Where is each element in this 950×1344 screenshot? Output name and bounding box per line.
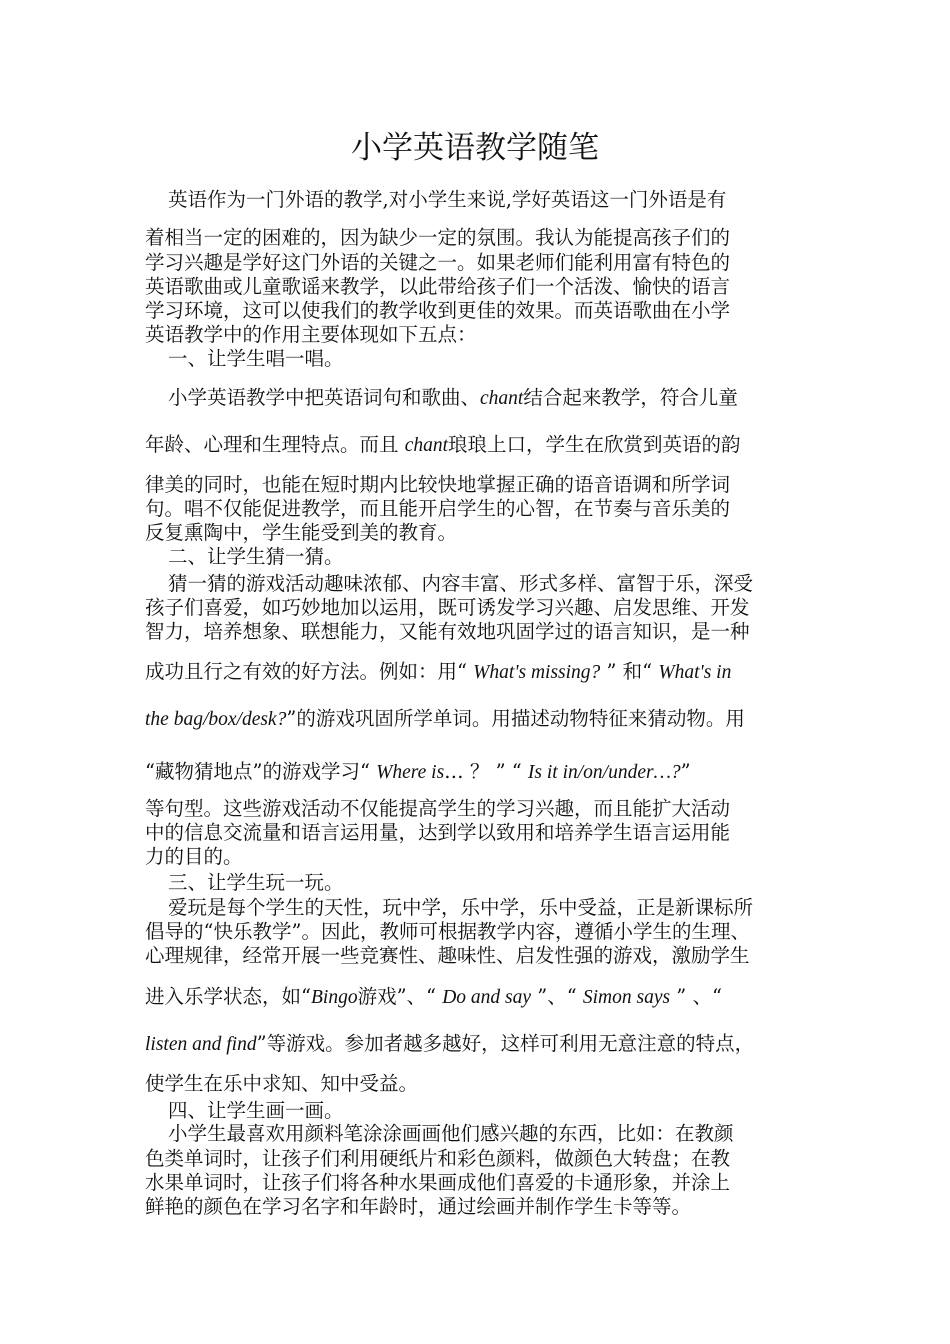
text-line <box>145 660 731 685</box>
english-phrase: What's in <box>658 662 732 683</box>
text-segment: 智力，培养想象、联想能力，又能有效地巩固学过的语言知识，是一种 <box>145 620 750 643</box>
text-line <box>145 1072 418 1096</box>
text-segment: 着相当一定的困难的，因为缺少一定的氛围。我认为能提高孩子们的 <box>145 226 731 249</box>
english-phrase: Simon says <box>582 987 671 1008</box>
text-segment: 力的目的。 <box>145 845 243 868</box>
text-segment: 进入乐学状态，如“ <box>145 985 311 1008</box>
english-phrase: Do and say <box>442 987 532 1008</box>
text-segment: 小学生最喜欢用颜料笔涂涂画画他们感兴趣的东西，比如：在教颜 <box>168 1122 734 1145</box>
text-segment: 孩子们喜爱，如巧妙地加以运用，既可诱发学习兴趣、启发思维、开发 <box>145 596 750 619</box>
text-segment: 水果单词时，让孩子们将各种水果画成他们喜爱的卡通形象，并涂上 <box>145 1171 731 1194</box>
text-line <box>145 797 730 821</box>
english-phrase: the bag/box/desk? <box>145 709 287 730</box>
text-line <box>168 347 344 371</box>
english-phrase: chant <box>480 388 524 409</box>
text-line <box>145 433 741 458</box>
text-line <box>145 521 457 545</box>
english-phrase: Is it in/on/under…? <box>527 762 681 783</box>
text-line <box>145 1032 754 1057</box>
text-line <box>145 1171 730 1195</box>
text-segment: 爱玩是每个学生的天性，玩中学，乐中学，乐中受益，正是新课标所 <box>168 896 754 919</box>
text-segment: 句。唱不仅能促进教学，而且能开启学生的心智，在节奏与音乐美的 <box>145 497 731 520</box>
text-line <box>145 985 722 1010</box>
text-segment: ”等游戏。参加者越多越好，这样可利用无意注意的特点， <box>256 1032 755 1055</box>
text-segment: 英语歌曲或儿童歌谣来教学，以此带给孩子们一个活泼、愉快的语言 <box>145 275 731 298</box>
english-phrase: What's missing? <box>473 662 601 683</box>
text-segment: ” 、“ <box>670 985 722 1008</box>
text-line <box>145 944 750 968</box>
text-line <box>145 760 691 785</box>
text-segment: 使学生在乐中求知、知中受益。 <box>145 1072 419 1095</box>
text-segment: 成功且行之有效的好方法。例如：用“ <box>145 660 474 683</box>
text-segment: 年龄、心理和生理特点。而且 <box>145 433 405 456</box>
text-segment: 色类单词时，让孩子们利用硬纸片和彩色颜料，做颜色大转盘；在教 <box>145 1147 731 1170</box>
text-line <box>145 275 730 299</box>
text-segment: 反复熏陶中，学生能受到美的教育。 <box>145 521 458 544</box>
text-line <box>168 572 753 596</box>
english-phrase: chant <box>404 435 449 456</box>
text-line <box>145 226 730 250</box>
text-segment: 心理规律，经常开展一些竞赛性、趣味性、启发性强的游戏，激励学生 <box>145 944 750 967</box>
text-segment: ” 和“ <box>600 660 659 683</box>
text-segment: 鲜艳的颜色在学习名字和年龄时，通过绘画并制作学生卡等等。 <box>145 1195 692 1218</box>
text-segment: 倡导的“快乐教学”。因此，教师可根据教学内容，遵循小学生的生理、 <box>145 920 750 943</box>
text-line <box>168 386 738 411</box>
text-segment: 四、让学生画一画。 <box>168 1099 344 1122</box>
text-line <box>168 188 726 212</box>
text-segment: 猜一猜的游戏活动趣味浓郁、内容丰富、形式多样、富智于乐，深受 <box>168 572 754 595</box>
text-line <box>168 896 753 920</box>
text-line <box>145 299 730 323</box>
text-segment: 等句型。这些游戏活动不仅能提高学生的学习兴趣，而且能扩大活动 <box>145 797 731 820</box>
text-segment: 一、让学生唱一唱。 <box>168 347 344 370</box>
text-line <box>145 1195 691 1219</box>
text-segment: 律美的同时，也能在短时期内比较快地掌握正确的语音语调和所学词 <box>145 473 731 496</box>
text-line <box>145 473 730 497</box>
text-line <box>145 620 750 644</box>
text-line <box>145 596 750 620</box>
text-segment: 三、让学生玩一玩。 <box>168 871 344 894</box>
text-segment: ”、“ <box>531 985 583 1008</box>
text-segment: ” <box>680 760 691 783</box>
text-segment: 小学英语教学中把英语词句和歌曲、 <box>168 386 481 409</box>
text-line <box>168 1122 734 1146</box>
text-line <box>145 497 730 521</box>
text-segment: ”的游戏巩固所学单词。用描述动物特征来猜动物。用 <box>286 707 745 730</box>
text-line <box>145 707 745 732</box>
text-line <box>145 821 730 845</box>
text-segment: 英语教学中的作用主要体现如下五点： <box>145 323 477 346</box>
text-segment: … ？ ” “ <box>444 760 528 783</box>
text-segment: 中的信息交流量和语言运用量，达到学以致用和培养学生语言运用能 <box>145 821 731 844</box>
text-line <box>168 871 344 895</box>
text-line <box>168 545 344 569</box>
text-segment: 英语作为一门外语的教学,对小学生来说,学好英语这一门外语是有 <box>168 188 727 211</box>
text-line <box>145 1147 730 1171</box>
english-phrase: Where is <box>376 762 445 783</box>
text-line <box>145 323 477 347</box>
text-segment: “藏物猜地点”的游戏学习“ <box>145 760 377 783</box>
text-segment: 学习环境，这可以使我们的教学收到更佳的效果。而英语歌曲在小学 <box>145 299 731 322</box>
document-title: 小学英语教学随笔 <box>351 130 599 166</box>
text-segment: 游戏”、“ <box>357 985 443 1008</box>
text-segment: 二、让学生猜一猜。 <box>168 545 344 568</box>
text-line <box>145 845 243 869</box>
text-line <box>145 920 750 944</box>
english-phrase: Bingo <box>310 987 358 1008</box>
text-segment: 学习兴趣是学好这门外语的关键之一。如果老师们能利用富有特色的 <box>145 251 731 274</box>
english-phrase: listen and find <box>145 1034 257 1055</box>
text-segment: 琅琅上口，学生在欣赏到英语的韵 <box>448 433 741 456</box>
text-line <box>145 251 730 275</box>
text-segment: 结合起来教学，符合儿童 <box>523 386 738 409</box>
text-line <box>168 1099 344 1123</box>
